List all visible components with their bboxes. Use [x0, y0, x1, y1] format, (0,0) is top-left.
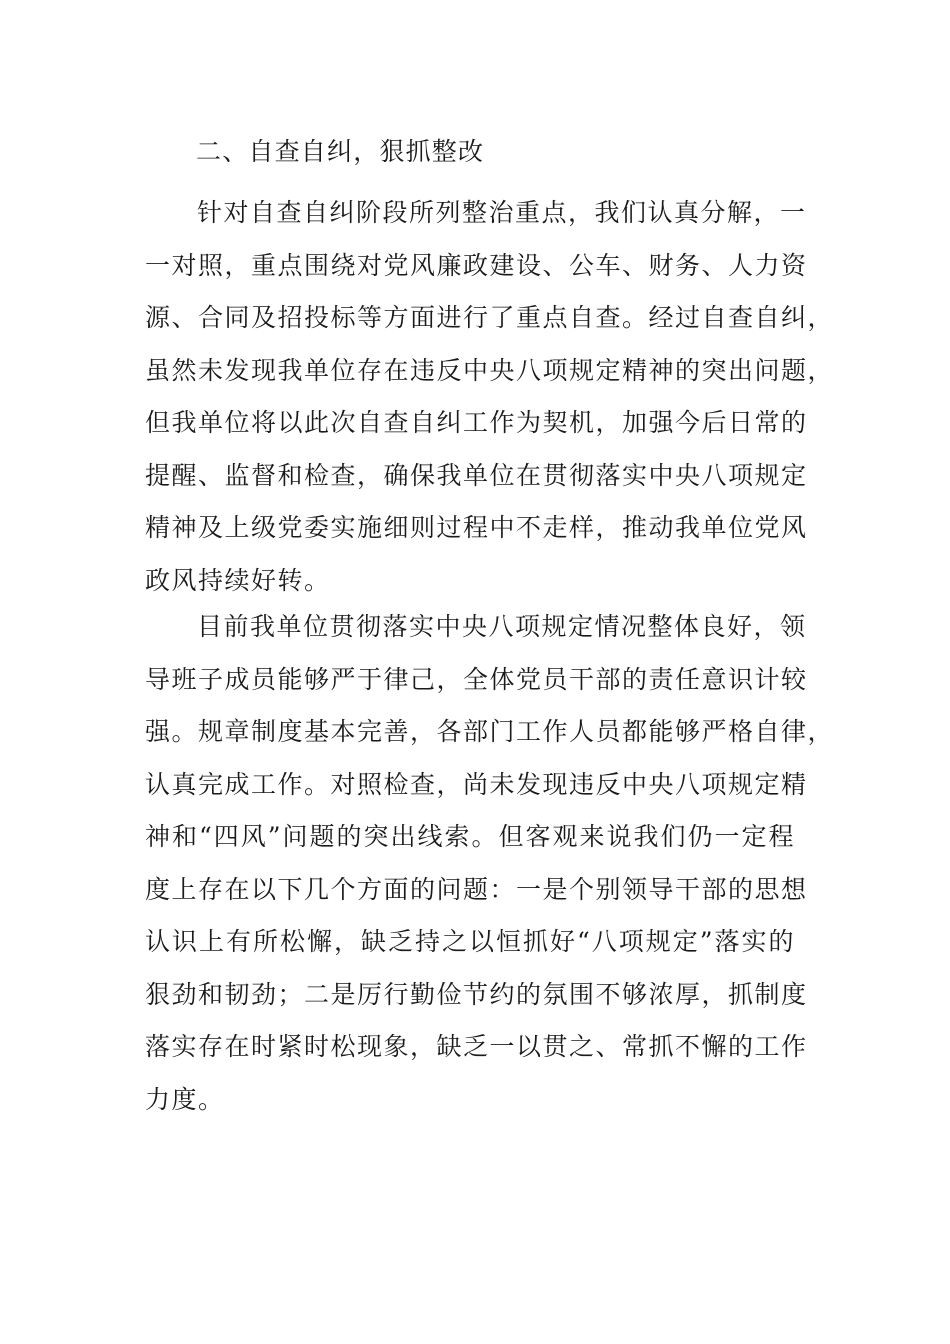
- paragraph-line: 但我单位将以此次自查自纠工作为契机，加强今后日常的: [145, 408, 808, 437]
- paragraph-line: 一对照，重点围绕对党风廉政建设、公车、财务、人力资: [145, 250, 808, 280]
- paragraph-line: 神和“四风”问题的突出线索。但客观来说我们仍一定程: [145, 822, 795, 851]
- paragraph-line: 落实存在时紧时松现象，缺乏一以贯之、常抓不懈的工作: [145, 1032, 808, 1061]
- paragraph-line: 度上存在以下几个方面的问题：一是个别领导干部的思想: [145, 874, 808, 904]
- paragraph-line: 强。规章制度基本完善，各部门工作人员都能够严格自律，: [145, 717, 835, 746]
- paragraph-line: 力度。: [145, 1084, 225, 1114]
- paragraph-line: 针对自查自纠阶段所列整治重点，我们认真分解，一: [197, 198, 807, 227]
- paragraph-current-status: [145, 601, 835, 1126]
- paragraph-line: 精神及上级党委实施细则过程中不走样，推动我单位党风: [145, 513, 808, 542]
- paragraph-line: 源、合同及招投标等方面进行了重点自查。经过自查自纠，: [145, 303, 835, 332]
- paragraph-line: 导班子成员能够严于律己，全体党员干部的责任意识计较: [145, 664, 808, 694]
- paragraph-line: 虽然未发现我单位存在违反中央八项规定精神的突出问题，: [145, 355, 835, 385]
- paragraph-line: 政风持续好转。: [145, 565, 331, 595]
- paragraph-line: 狠劲和韧劲；二是厉行勤俭节约的氛围不够浓厚，抓制度: [145, 979, 808, 1009]
- paragraph-line: 认识上有所松懈，缺乏持之以恒抓好“八项规定”落实的: [145, 927, 795, 956]
- paragraph-line: 认真完成工作。对照检查，尚未发现违反中央八项规定精: [145, 769, 808, 799]
- paragraph-line: 目前我单位贯彻落实中央八项规定情况整体良好，领: [197, 612, 807, 641]
- section-heading: 二、自查自纠，狠抓整改: [196, 137, 485, 166]
- paragraph-line: 提醒、监督和检查，确保我单位在贯彻落实中央八项规定: [145, 460, 808, 490]
- paragraph-self-inspection: [145, 187, 835, 607]
